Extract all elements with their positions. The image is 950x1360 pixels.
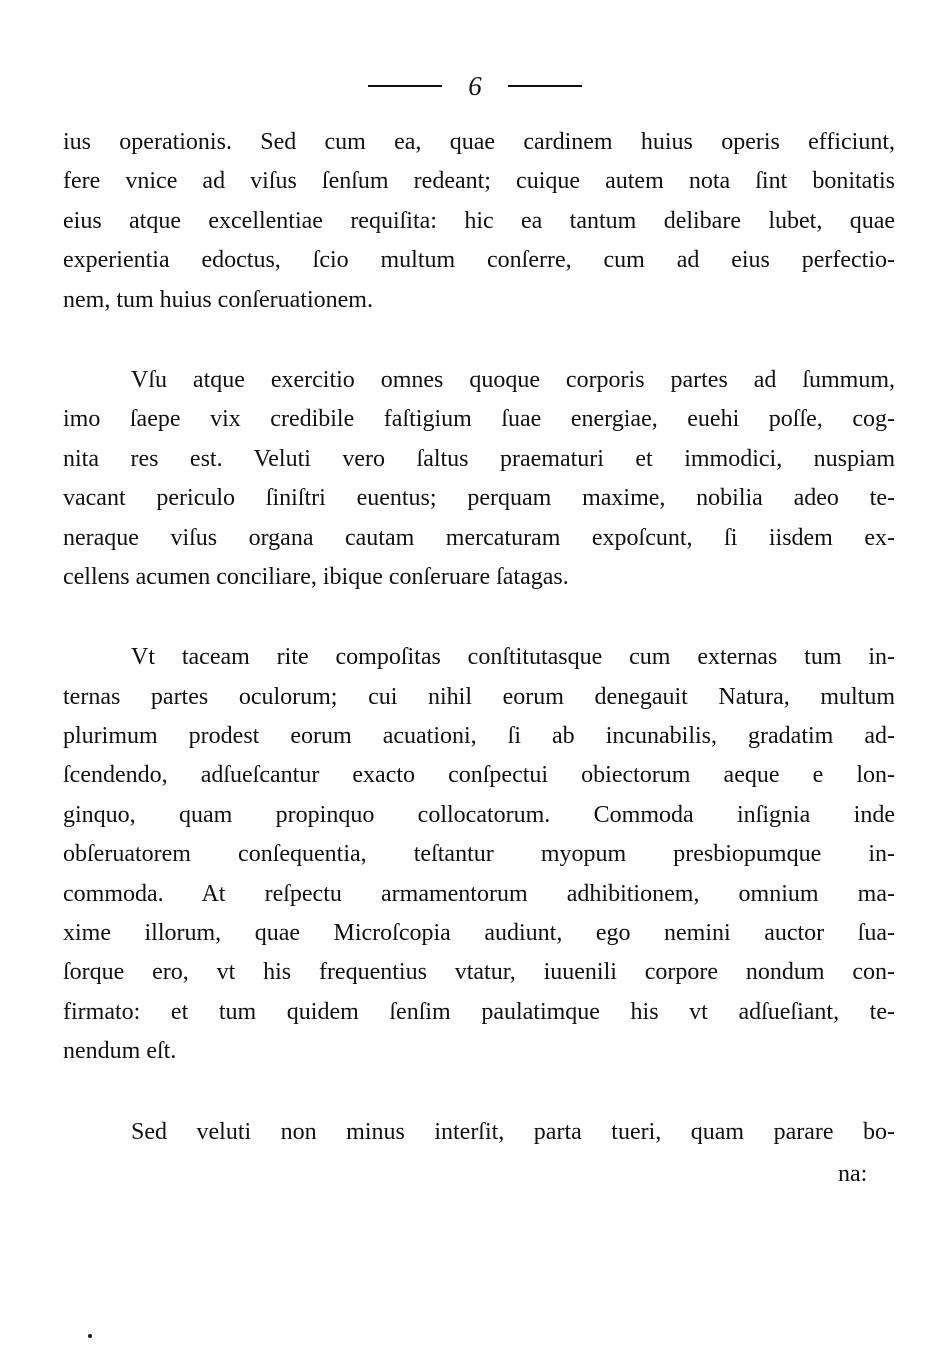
text-line: eius atque excellentiae requiſita: hic ea tantum delibare lubet, quae <box>63 207 895 234</box>
text-line: ginquo, quam propinquo collocatorum. Commoda inſignia inde <box>63 801 895 828</box>
text-line: ſorque ero, vt his frequentius vtatur, iuuenili corpore nondum con- <box>63 959 895 986</box>
page-header <box>0 68 950 104</box>
paragraph-2 <box>63 361 895 597</box>
text-line: vacant periculo ſiniſtri euentus; perquam maxime, nobilia adeo te- <box>63 485 895 512</box>
text-line: nita res est. Veluti vero ſaltus praematuri et immodici, nuspiam <box>63 445 895 472</box>
text-line: ternas partes oculorum; cui nihil eorum denegauit Natura, multum <box>63 683 895 710</box>
text-line: ſcendendo, adſueſcantur exacto conſpectui obiectorum aeque e lon- <box>63 762 895 789</box>
paragraph-1 <box>63 123 895 320</box>
text-line: Vt taceam rite compoſitas conſtitutasque cum externas tum in- <box>131 644 895 671</box>
text-line: nem, tum huius conſeruationem. <box>63 286 373 313</box>
paragraph-3 <box>63 638 895 1071</box>
text-line: ius operationis. Sed cum ea, quae cardinem huius operis efficiunt, <box>63 129 895 155</box>
header-rule-right <box>508 85 582 87</box>
catchword: na: <box>838 1161 868 1187</box>
text-line: neraque viſus organa cautam mercaturam expoſcunt, ſi iisdem ex- <box>63 524 895 551</box>
text-line: experientia edoctus, ſcio multum conſerre, cum ad eius perfectio- <box>63 247 895 274</box>
header-rule-left <box>368 85 442 87</box>
text-line: Vſu atque exercitio omnes quoque corporis partes ad ſummum, <box>131 366 895 393</box>
text-line: imo ſaepe vix credibile faſtigium ſuae energiae, euehi poſſe, cog- <box>63 406 895 433</box>
text-line: nendum eſt. <box>63 1038 177 1065</box>
text-line: cellens acumen conciliare, ibique conſeruare ſatagas. <box>63 563 569 590</box>
page-number: 6 <box>468 71 482 101</box>
ink-speck <box>88 1334 92 1338</box>
body-text <box>63 123 895 1152</box>
text-line: commoda. At reſpectu armamentorum adhibitionem, omnium ma- <box>63 880 895 907</box>
text-line: obſeruatorem conſequentia, teſtantur myopum presbiopumque in- <box>63 841 895 868</box>
paragraph-4 <box>63 1113 895 1152</box>
text-line: fere vnice ad viſus ſenſum redeant; cuique autem nota ſint bonitatis <box>63 168 895 195</box>
text-line: xime illorum, quae Microſcopia audiunt, ego nemini auctor ſua- <box>63 920 895 947</box>
text-line: firmato: et tum quidem ſenſim paulatimque his vt adſueſiant, te- <box>63 998 895 1025</box>
text-line: Sed veluti non minus interſit, parta tueri, quam parare bo- <box>131 1118 895 1145</box>
text-line: plurimum prodest eorum acuationi, ſi ab incunabilis, gradatim ad- <box>63 723 895 750</box>
